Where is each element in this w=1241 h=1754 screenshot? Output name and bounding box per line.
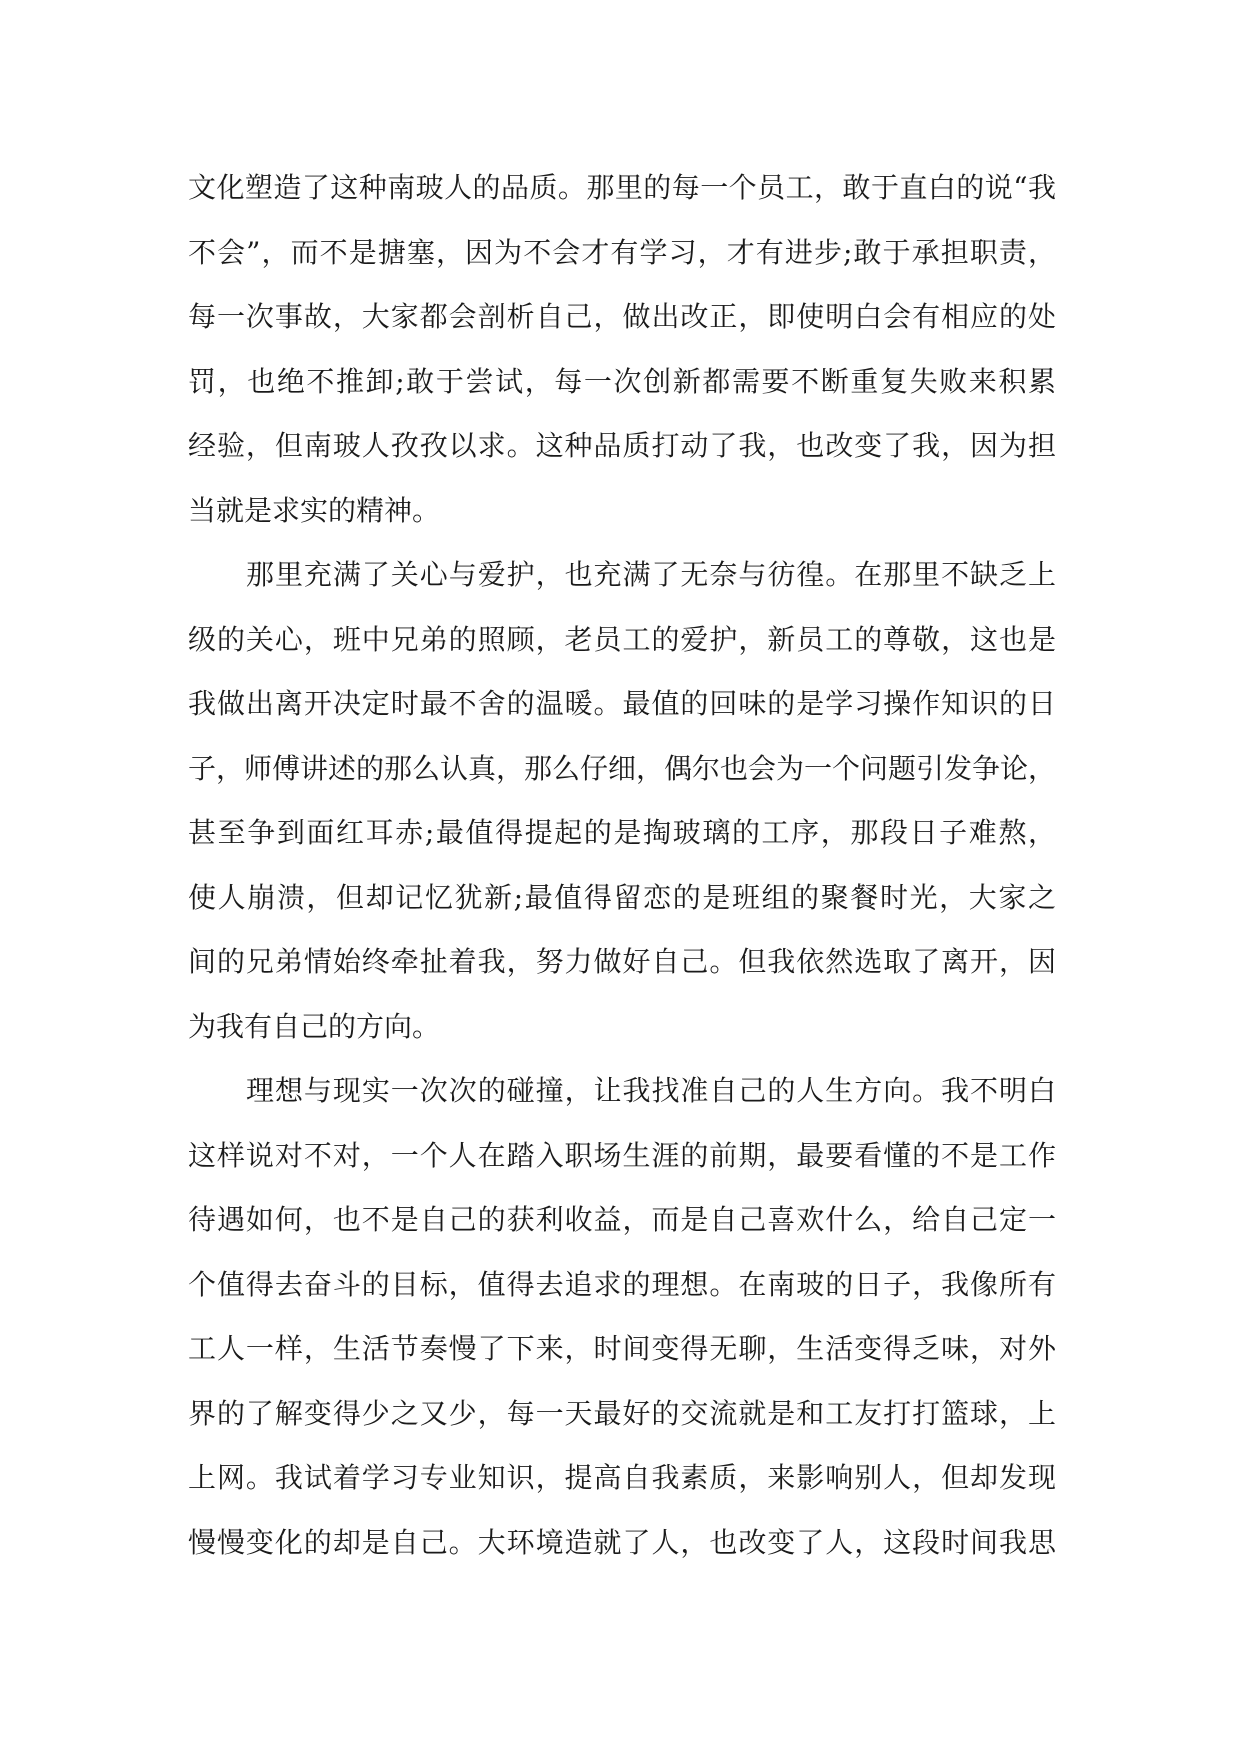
paragraph-1-line-5: 经验，但南玻人孜孜以求。这种品质打动了我，也改变了我，因为担 bbox=[188, 429, 1056, 462]
document-body bbox=[188, 156, 1056, 1575]
paragraph-2-line-3: 我做出离开决定时最不舍的温暖。最值的回味的是学习操作知识的日 bbox=[188, 687, 1056, 720]
paragraph-3-line-2: 这样说对不对，一个人在踏入职场生涯的前期，最要看懂的不是工作 bbox=[188, 1138, 1056, 1172]
paragraph-3-line-7: 上网。我试着学习专业知识，提高自我素质，来影响别人，但却发现 bbox=[188, 1461, 1056, 1494]
paragraph-3-line-4: 个值得去奋斗的目标，值得去追求的理想。在南玻的日子，我像所有 bbox=[188, 1267, 1056, 1301]
paragraph-2-line-1: 那里充满了关心与爱护，也充满了无奈与彷徨。在那里不缺乏上 bbox=[246, 558, 1056, 591]
paragraph-1-line-6: 当就是求实的精神。 bbox=[188, 493, 441, 527]
paragraph-2-line-8: 为我有自己的方向。 bbox=[188, 1009, 441, 1043]
paragraph-1-line-1: 文化塑造了这种南玻人的品质。那里的每一个员工，敢于直白的说“我 bbox=[188, 171, 1056, 204]
paragraph-2-line-6: 使人崩溃，但却记忆犹新;最值得留恋的是班组的聚餐时光，大家之 bbox=[188, 880, 1056, 914]
paragraph-3-line-3: 待遇如何，也不是自己的获利收益，而是自己喜欢什么，给自己定一 bbox=[188, 1203, 1056, 1236]
paragraph-1-line-3: 每一次事故，大家都会剖析自己，做出改正，即使明白会有相应的处 bbox=[188, 300, 1056, 333]
paragraph-3-line-6: 界的了解变得少之又少，每一天最好的交流就是和工友打打篮球，上 bbox=[188, 1396, 1056, 1430]
paragraph-2-line-5: 甚至争到面红耳赤;最值得提起的是掏玻璃的工序，那段日子难熬， bbox=[188, 816, 1056, 849]
paragraph-1-line-4: 罚，也绝不推卸;敢于尝试，每一次创新都需要不断重复失败来积累 bbox=[188, 364, 1056, 398]
paragraph-3-line-8: 慢慢变化的却是自己。大环境造就了人，也改变了人，这段时间我思 bbox=[188, 1525, 1056, 1559]
paragraph-3-line-1: 理想与现实一次次的碰撞，让我找准自己的人生方向。我不明白 bbox=[246, 1074, 1056, 1107]
paragraph-2-line-4: 子，师傅讲述的那么认真，那么仔细，偶尔也会为一个问题引发争论， bbox=[188, 751, 1057, 785]
paragraph-3-line-5: 工人一样，生活节奏慢了下来，时间变得无聊，生活变得乏味，对外 bbox=[188, 1332, 1056, 1365]
paragraph-2-line-7: 间的兄弟情始终牵扯着我，努力做好自己。但我依然选取了离开，因 bbox=[188, 945, 1056, 978]
paragraph-1-line-2: 不会”，而不是搪塞，因为不会才有学习，才有进步;敢于承担职责， bbox=[188, 235, 1056, 269]
paragraph-2-line-2: 级的关心，班中兄弟的照顾，老员工的爱护，新员工的尊敬，这也是 bbox=[188, 622, 1056, 656]
